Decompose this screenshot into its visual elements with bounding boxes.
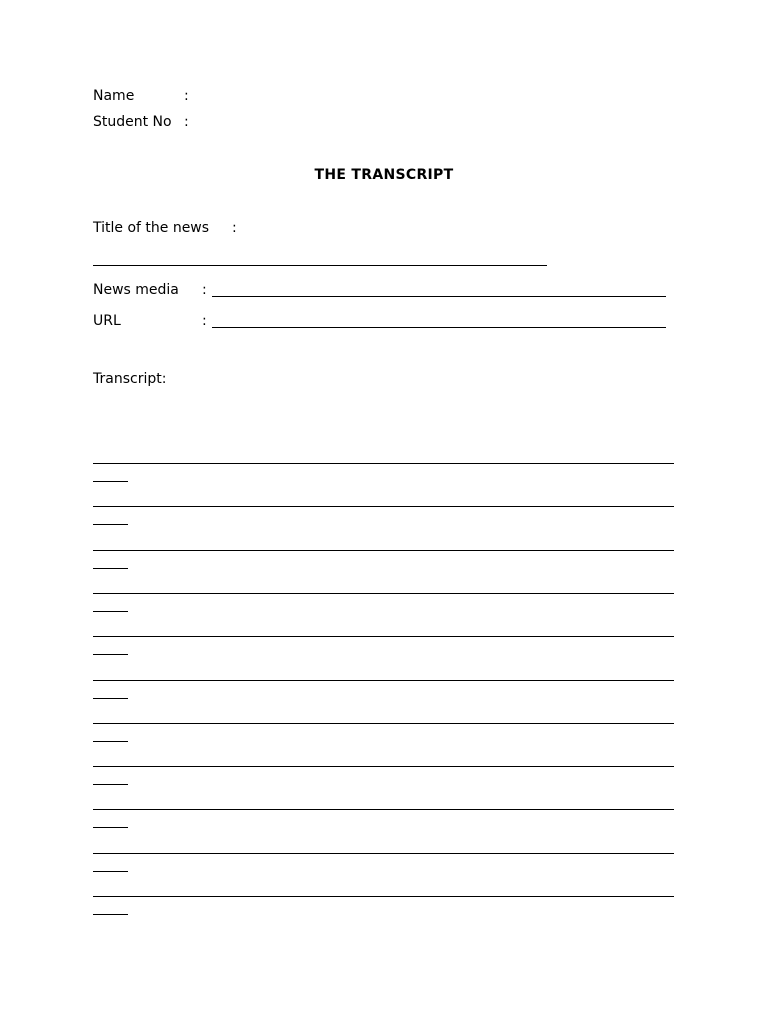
transcript-line[interactable]	[93, 766, 674, 767]
transcript-line-continuation[interactable]	[93, 654, 128, 655]
student-no-label: Student No	[93, 114, 172, 130]
transcript-line-continuation[interactable]	[93, 784, 128, 785]
transcript-line[interactable]	[93, 896, 674, 897]
transcript-line[interactable]	[93, 636, 674, 637]
transcript-line[interactable]	[93, 593, 674, 594]
transcript-line[interactable]	[93, 506, 674, 507]
transcript-line-continuation[interactable]	[93, 611, 128, 612]
title-of-news-label: Title of the news	[93, 220, 210, 236]
transcript-line-continuation[interactable]	[93, 914, 128, 915]
transcript-line[interactable]	[93, 723, 674, 724]
url-label: URL	[93, 313, 121, 329]
transcript-line-continuation[interactable]	[93, 524, 128, 525]
transcript-line[interactable]	[93, 680, 674, 681]
transcript-line-continuation[interactable]	[93, 481, 128, 482]
name-colon: :	[184, 88, 189, 104]
transcript-line-continuation[interactable]	[93, 827, 128, 828]
transcript-line-continuation[interactable]	[93, 568, 128, 569]
transcript-line-continuation[interactable]	[93, 698, 128, 699]
title-of-news-blank-line[interactable]	[93, 265, 547, 266]
name-label: Name	[93, 88, 135, 104]
news-media-blank-line[interactable]	[212, 296, 666, 297]
transcript-line[interactable]	[93, 550, 674, 551]
student-no-colon: :	[184, 114, 189, 130]
url-colon: :	[202, 313, 207, 329]
transcript-line-continuation[interactable]	[93, 871, 128, 872]
news-media-label: News media	[93, 282, 179, 298]
transcript-line[interactable]	[93, 463, 674, 464]
transcript-line[interactable]	[93, 853, 674, 854]
url-blank-line[interactable]	[212, 327, 666, 328]
document-title: THE TRANSCRIPT	[314, 167, 454, 183]
title-of-news-colon: :	[232, 220, 237, 236]
news-media-colon: :	[202, 282, 207, 298]
transcript-line-continuation[interactable]	[93, 741, 128, 742]
transcript-line[interactable]	[93, 809, 674, 810]
transcript-label: Transcript:	[93, 371, 167, 387]
